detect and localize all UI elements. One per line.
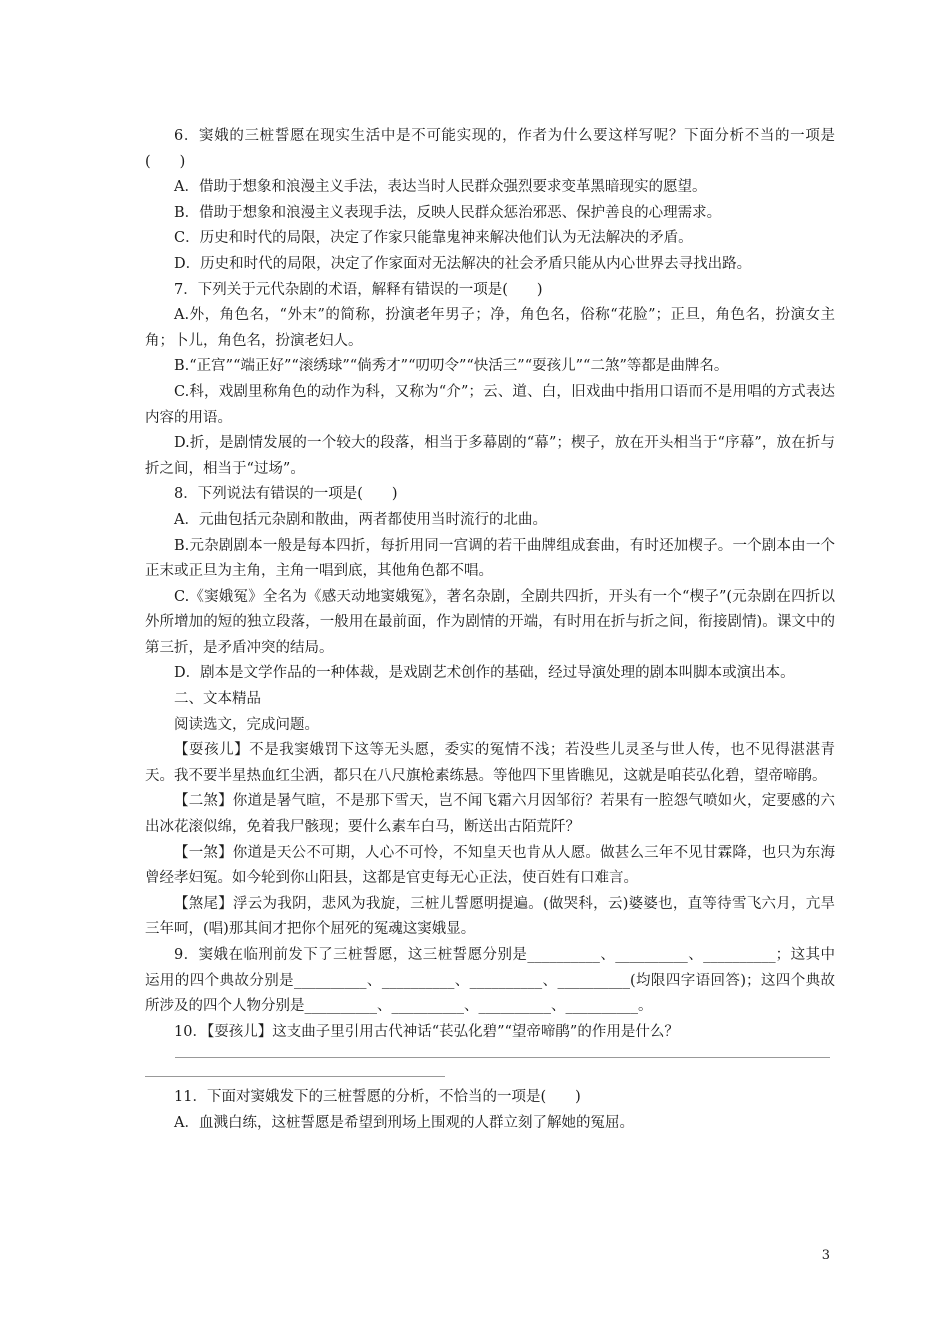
question-6-option-d: D．历史和时代的局限，决定了作家面对无法解决的社会矛盾只能从内心世界去寻找出路。 (174, 255, 752, 272)
question-9: 9．窦娥在临刑前发下了三桩誓愿，这三桩誓愿分别是__________、__________、__________；这其中运用的四个典故分别是__________、__________、__________、__________(均限四字语回答)；这四个典故所涉及的四个人物分别是__________、__________、__________、__________。 (145, 947, 835, 1015)
text-passage-2: 【二煞】你道是暑气暄，不是那下雪天，岂不闻飞霜六月因邹衍？若果有一腔怨气喷如火，定要感的六出冰花滚似绵，免着我尸骸现；要什么素车白马，断送出古陌荒阡？ (145, 793, 835, 836)
question-8-option-b: B.元杂剧剧本一般是每本四折，每折用同一宫调的若干曲牌组成套曲，有时还加楔子。一个剧本由一个正末或正旦为主角，主角一唱到底，其他角色都不唱。 (145, 537, 835, 580)
text-passage-4: 【煞尾】浮云为我阴，悲风为我旋，三桩儿誓愿明提遍。(做哭科，云)婆婆也，直等待雪飞六月，亢旱三年呵，(唱)那其间才把你个屈死的冤魂这窦娥显。 (145, 895, 835, 938)
section-2-heading: 二、文本精品 (174, 691, 261, 708)
question-11-stem: 11．下面对窦娥发下的三桩誓愿的分析，不恰当的一项是( ) (174, 1089, 581, 1106)
question-7-stem: 7．下列关于元代杂剧的术语，解释有错误的一项是( ) (174, 281, 543, 298)
question-6-option-b: B．借助于想象和浪漫主义表现手法，反映人民群众惩治邪恶、保护善良的心理需求。 (174, 204, 722, 221)
text-passage-3: 【一煞】你道是天公不可期，人心不可怜，不知皇天也肯从人愿。做甚么三年不见甘霖降，也只为东海曾经孝妇冤。如今轮到你山阳县，这都是官吏每无心正法，使百姓有口难言。 (145, 844, 835, 887)
question-8-stem: 8．下列说法有错误的一项是( ) (174, 486, 398, 503)
question-8-option-c: C.《窦娥冤》全名为《感天动地窦娥冤》，著名杂剧，全剧共四折，开头有一个“楔子”(元杂剧在四折以外所增加的短的独立段落，一般用在最前面，作为剧情的开端，有时用在折与折之间，衔接剧情)。课文中的第三折，是矛盾冲突的结局。 (145, 588, 835, 656)
page-content (145, 124, 835, 1137)
reading-instruction: 阅读选文，完成问题。 (174, 716, 319, 733)
page-number: 3 (821, 1248, 830, 1263)
question-7-option-d: D.折，是剧情发展的一个较大的段落，相当于多幕剧的“幕”；楔子，放在开头相当于“序幕”，放在折与折之间，相当于“过场”。 (145, 435, 835, 477)
question-10: 10．【耍孩儿】这支曲子里引用古代神话“苌弘化碧”“望帝啼鹃”的作用是什么？ (174, 1023, 679, 1040)
question-7-option-b: B.“正宫”“端正好”“滚绣球”“倘秀才”“叨叨令”“快活三”“耍孩儿”“二煞”等都是曲牌名。 (174, 358, 729, 375)
text-passage-1: 【耍孩儿】不是我窦娥罚下这等无头愿，委实的冤情不浅；若没些儿灵圣与世人传，也不见得湛湛青天。我不要半星热血红尘洒，都只在八尺旗枪素练悬。等他四下里皆瞧见，这就是咱苌弘化碧，望帝啼鹃。 (145, 742, 835, 784)
question-7-option-a: A.外，角色名，“外末”的简称，扮演老年男子；净，角色名，俗称“花脸”；正旦，角色名，扮演女主角；卜儿，角色名，扮演老妇人。 (145, 307, 835, 349)
question-11-option-a: A．血溅白练，这桩誓愿是希望到刑场上围观的人群立刻了解她的冤屈。 (174, 1114, 634, 1131)
question-8-option-a: A．元曲包括元杂剧和散曲，两者都使用当时流行的北曲。 (174, 511, 547, 528)
answer-line (175, 1057, 830, 1058)
question-6-option-a: A．借助于想象和浪漫主义手法，表达当时人民群众强烈要求变革黑暗现实的愿望。 (174, 179, 707, 196)
question-6-stem: 6．窦娥的三桩誓愿在现实生活中是不可能实现的，作者为什么要这样写呢？下面分析不当的一项是( ) (145, 128, 835, 170)
question-7-option-c: C.科，戏剧里称角色的动作为科，又称为“介”；云、道、白，旧戏曲中指用口语而不是用唱的方式表达内容的用语。 (145, 383, 835, 426)
divider-rule (145, 1076, 445, 1077)
question-8-option-d: D．剧本是文学作品的一种体裁，是戏剧艺术创作的基础，经过导演处理的剧本叫脚本或演出本。 (174, 665, 795, 682)
question-6-option-c: C．历史和时代的局限，决定了作家只能靠鬼神来解决他们认为无法解决的矛盾。 (174, 230, 693, 247)
